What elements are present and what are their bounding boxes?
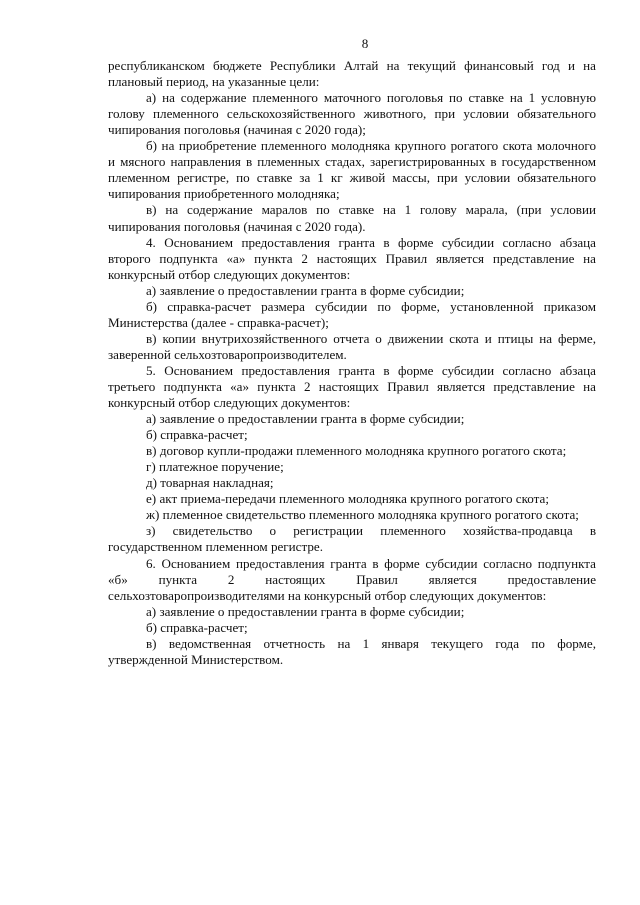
paragraph-section-5-item-e: е) акт приема-передачи племенного молодняка крупного рогатого скота; [146, 491, 550, 507]
paragraph-section-4-item-v: в) копии внутрихозяйственного отчета о движении скота и птицы на ферме, заверенной сельхозтоваропроизводителем. [108, 330, 596, 362]
paragraph-section-5-item-g: г) платежное поручение; [146, 459, 284, 475]
paragraph-item-a-breeding-stock: а) на содержание племенного маточного поголовья по ставке на 1 условную голову племенного сельскохозяйственного животного, при условии обязательного чипирования поголовья (начиная с 2020 года); [108, 90, 596, 138]
paragraph-section-6-item-a: а) заявление о предоставлении гранта в форме субсидии; [146, 603, 465, 619]
paragraph-section-6: 6. Основанием предоставления гранта в форме субсидии согласно подпункта «б» пункта 2 настоящих Правил является предоставление сельхозтоваропроизводителями на конкурсный отбор следующих документов: [108, 555, 596, 603]
paragraph-section-5-item-d: д) товарная накладная; [146, 475, 274, 491]
paragraph-section-5-item-zh: ж) племенное свидетельство племенного молодняка крупного рогатого скота; [146, 507, 579, 523]
paragraph-section-5-item-b: б) справка-расчет; [146, 427, 248, 443]
paragraph-section-4: 4. Основанием предоставления гранта в форме субсидии согласно абзаца второго подпункта «а» пункта 2 настоящих Правил является представление на конкурсный отбор следующих документов: [108, 234, 596, 282]
paragraph-section-6-item-b: б) справка-расчет; [146, 619, 248, 635]
paragraph-section-4-item-b: б) справка-расчет размера субсидии по форме, установленной приказом Министерства (далее - справка-расчет); [108, 298, 596, 330]
paragraph-section-4-item-a: а) заявление о предоставлении гранта в форме субсидии; [146, 282, 465, 298]
paragraph-section-5-item-z: з) свидетельство о регистрации племенного хозяйства-продавца в государственном племенном регистре. [108, 523, 596, 555]
document-body [108, 58, 596, 668]
paragraph-section-5: 5. Основанием предоставления гранта в форме субсидии согласно абзаца третьего подпункта «а» пункта 2 настоящих Правил является представление на конкурсный отбор следующих документов: [108, 362, 596, 411]
paragraph-intro-continuation: республиканском бюджете Республики Алтай на текущий финансовый год и на плановый период, на указанные цели: [108, 58, 596, 90]
paragraph-section-6-item-v: в) ведомственная отчетность на 1 января текущего года по форме, утвержденной Министерством. [108, 635, 596, 667]
paragraph-item-v-marals: в) на содержание маралов по ставке на 1 голову марала, (при условии чипирования поголовья (начиная с 2020 года). [108, 202, 596, 234]
paragraph-section-5-item-v: в) договор купли-продажи племенного молодняка крупного рогатого скота; [146, 443, 567, 459]
paragraph-section-5-item-a: а) заявление о предоставлении гранта в форме субсидии; [146, 411, 465, 427]
paragraph-item-b-young-cattle: б) на приобретение племенного молодняка крупного рогатого скота молочного и мясного направления в племенных стадах, зарегистрированных в государственном племенном регистре, по ставке за 1 кг живой массы, при условии обязательного чипирования приобретенного молодняка; [108, 138, 596, 202]
page-number: 8 [361, 36, 369, 51]
